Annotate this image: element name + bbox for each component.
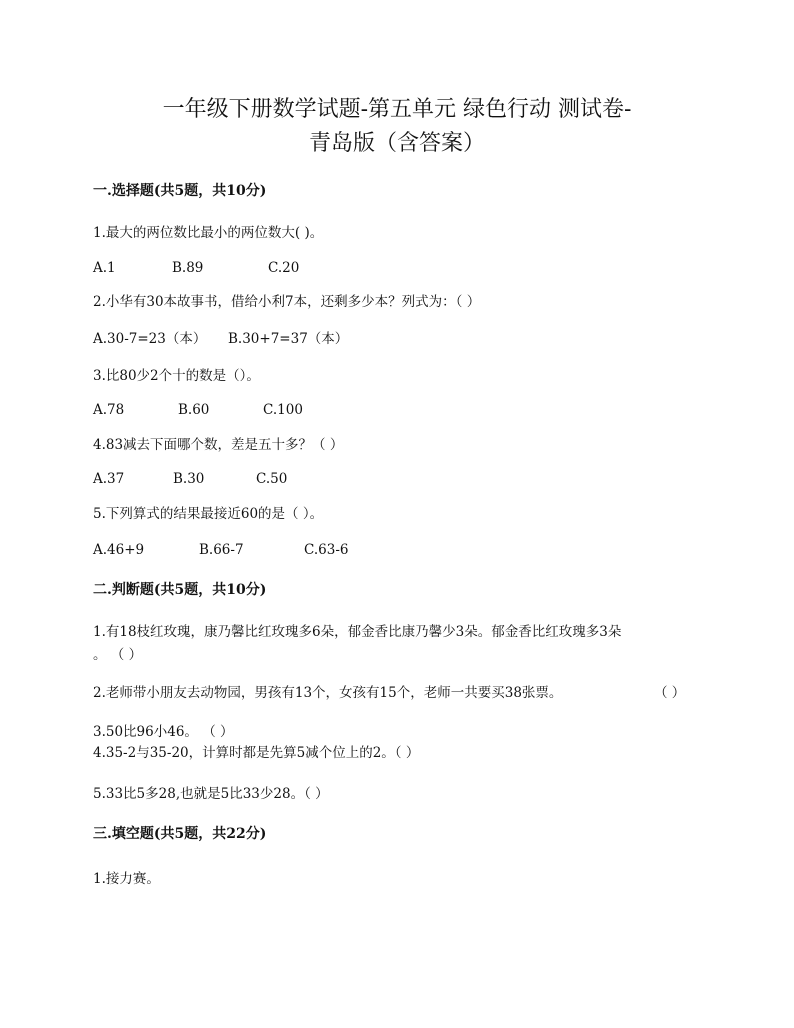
choice-q3-option-b: B.60 [178,402,210,418]
fill-question-1: 1.接力赛。 [93,871,160,887]
tf-question-2: 2.老师带小朋友去动物园，男孩有13个，女孩有15个，老师一共要买38张票。 [93,685,563,701]
choice-q5-option-a: A.46+9 [93,542,145,558]
tf-question-5: 5.33比5多28,也就是5比33少28。（ ） [93,786,329,802]
choice-q1-option-b: B.89 [172,260,204,276]
choice-q2-option-a: A.30-7=23（本） [93,331,207,347]
choice-q3-option-a: A.78 [93,402,125,418]
choice-q2-option-b: B.30+7=37（本） [228,331,349,347]
section-heading-true-false: 二.判断题(共5题，共10分) [93,582,267,598]
section-heading-fill-blank: 三.填空题(共5题，共22分) [93,826,267,842]
choice-q1-option-a: A.1 [93,260,116,276]
document-title-line-2: 青岛版（含答案） [308,131,485,156]
choice-q3-option-c: C.100 [263,402,303,418]
tf-question-4: 4.35-2与35-20，计算时都是先算5减个位上的2。（ ） [93,745,420,761]
choice-q4-option-b: B.30 [173,471,205,487]
tf-question-2-blank: （ ） [654,685,686,701]
choice-q4-option-a: A.37 [93,471,125,487]
tf-question-1-continued: 。 （ ） [93,647,143,663]
choice-q4-option-c: C.50 [256,471,288,487]
choice-q5-option-b: B.66-7 [199,542,244,558]
choice-q5-option-c: C.63-6 [304,542,349,558]
choice-question-2: 2.小华有30本故事书，借给小利7本，还剩多少本？列式为：（ ） [93,294,481,310]
document-title-line-1: 一年级下册数学试题-第五单元 绿色行动 测试卷- [162,97,632,122]
choice-question-1: 1.最大的两位数比最小的两位数大( )。 [93,225,324,241]
choice-question-5: 5.下列算式的结果最接近60的是（ ）。 [93,506,324,522]
choice-q1-option-c: C.20 [268,260,300,276]
choice-question-3: 3.比80少2个十的数是（）。 [93,368,260,384]
section-heading-choice: 一.选择题(共5题，共10分) [93,183,267,199]
tf-question-1: 1.有18枝红玫瑰，康乃馨比红玫瑰多6朵，郁金香比康乃馨少3朵。郁金香比红玫瑰多3朵 [93,624,622,640]
tf-question-3: 3.50比96小46。 （ ） [93,724,234,740]
choice-question-4: 4.83减去下面哪个数，差是五十多？（ ） [93,437,344,453]
